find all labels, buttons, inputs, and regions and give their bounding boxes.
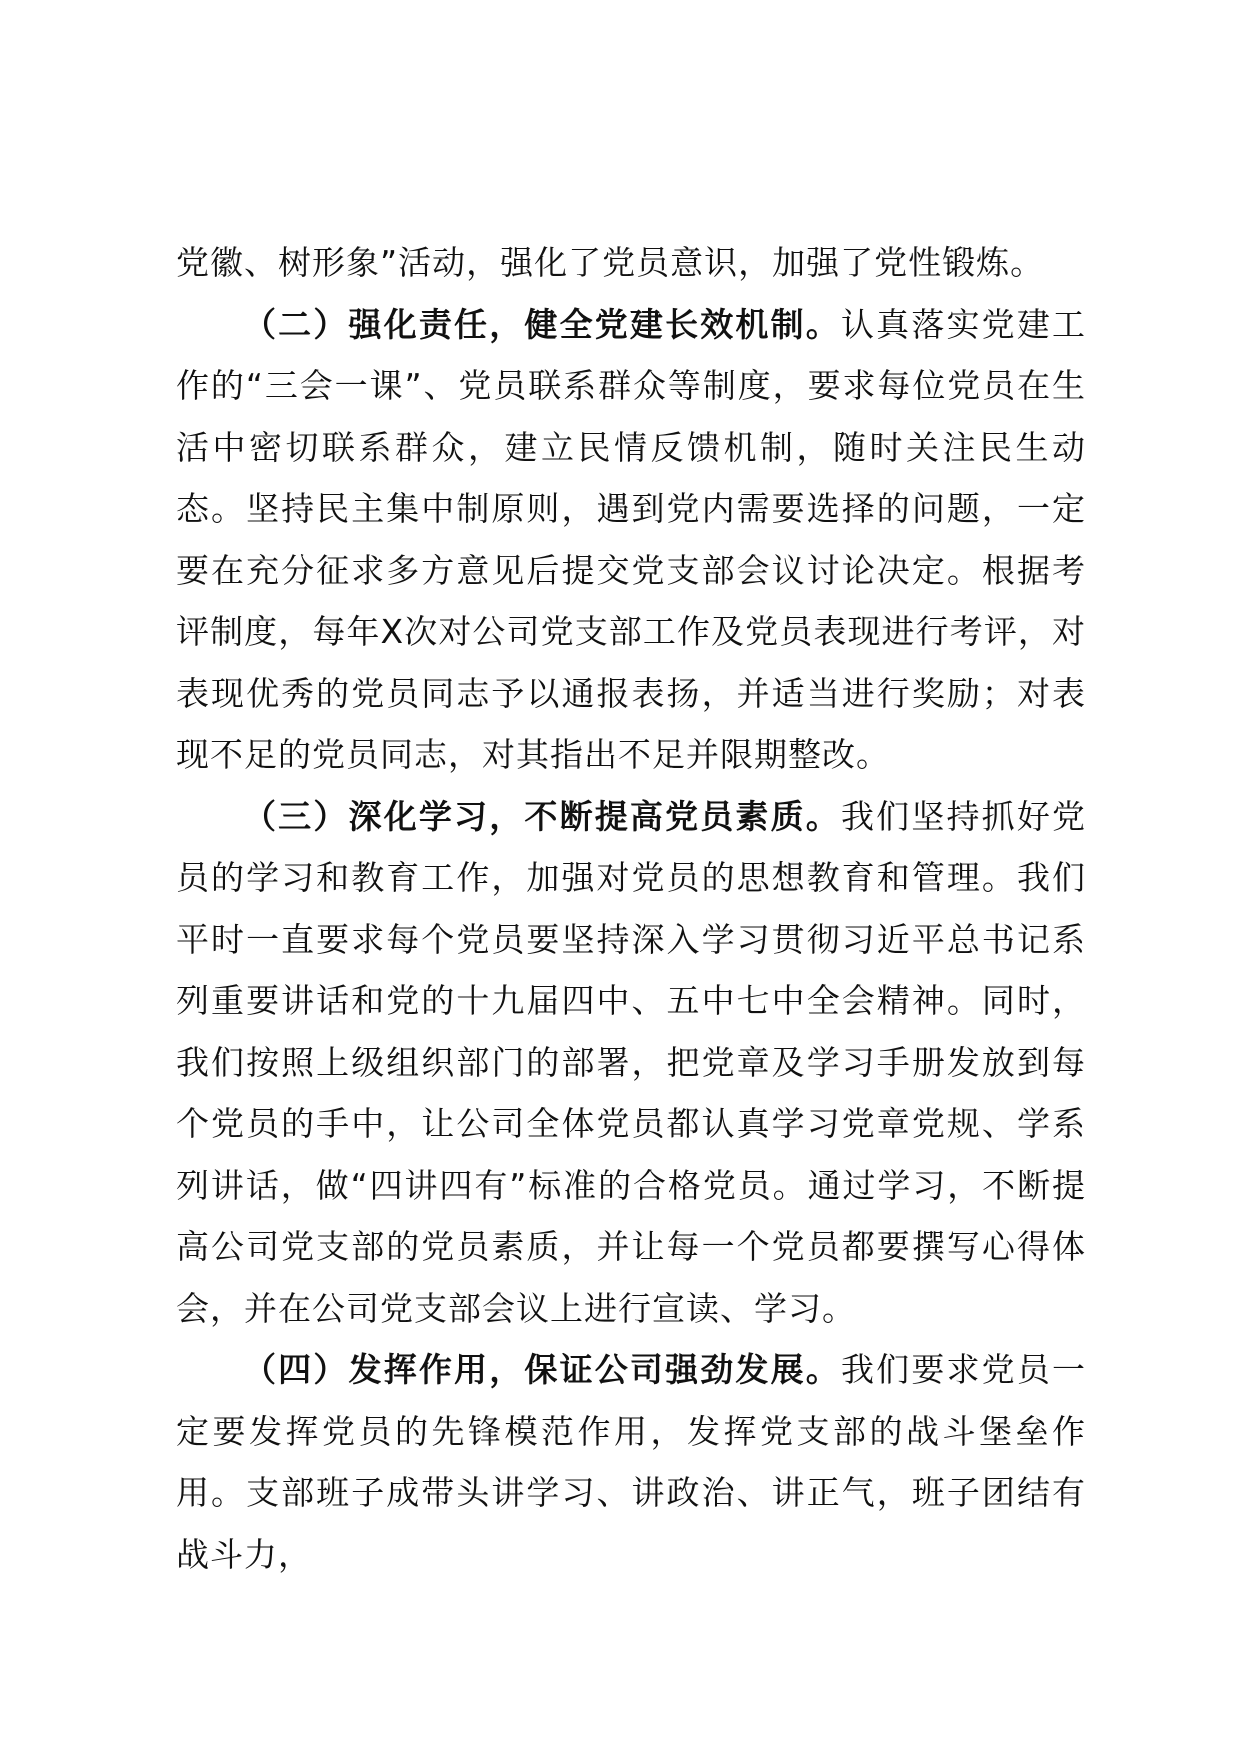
paragraph-section-3 xyxy=(176,786,1086,1340)
section-heading: （三）深化学习，不断提高党员素质。 xyxy=(243,796,841,836)
paragraph-section-2 xyxy=(176,294,1086,786)
section-heading: （四）发挥作用，保证公司强劲发展。 xyxy=(243,1350,841,1389)
paragraph-text: 认真落实党建工作的“三会一课”、党员联系群众等制度，要求每位党员在生活中密切联系群众，建立民情反馈机制，随时关注民生动态。坚持民主集中制原则，遇到党内需要选择的问题，一定要在充分征求多方意见后提交党支部会议讨论决定。根据考评制度，每年X次对公司党支部工作及党员表现进行考评，对表现优秀的党员同志予以通报表扬，并适当进行奖励；对表现不足的党员同志，对其指出不足并限期整改。 xyxy=(176,304,1087,774)
paragraph-section-4 xyxy=(176,1339,1086,1585)
section-heading: （二）强化责任，健全党建长效机制。 xyxy=(243,304,841,344)
paragraph-text: 我们要求党员一定要发挥党员的先锋模范作用，发挥党支部的战斗堡垒作用。支部班子成带头讲学习、讲政治、讲正气，班子团结有战斗力， xyxy=(176,1350,1087,1574)
document-body xyxy=(176,232,1086,1585)
paragraph-text: 党徽、树形象”活动，强化了党员意识，加强了党性锻炼。 xyxy=(176,243,1045,282)
paragraph-continuation xyxy=(176,232,1086,294)
paragraph-text: 我们坚持抓好党员的学习和教育工作，加强对党员的思想教育和管理。我们平时一直要求每个党员要坚持深入学习贯彻习近平总书记系列重要讲话和党的十九届四中、五中七中全会精神。同时，我们按照上级组织部门的部署，把党章及学习手册发放到每个党员的手中，让公司全体党员都认真学习党章党规、学系列讲话，做“四讲四有”标准的合格党员。通过学习，不断提高公司党支部的党员素质，并让每一个党员都要撰写心得体会，并在公司党支部会议上进行宣读、学习。 xyxy=(176,796,1087,1328)
